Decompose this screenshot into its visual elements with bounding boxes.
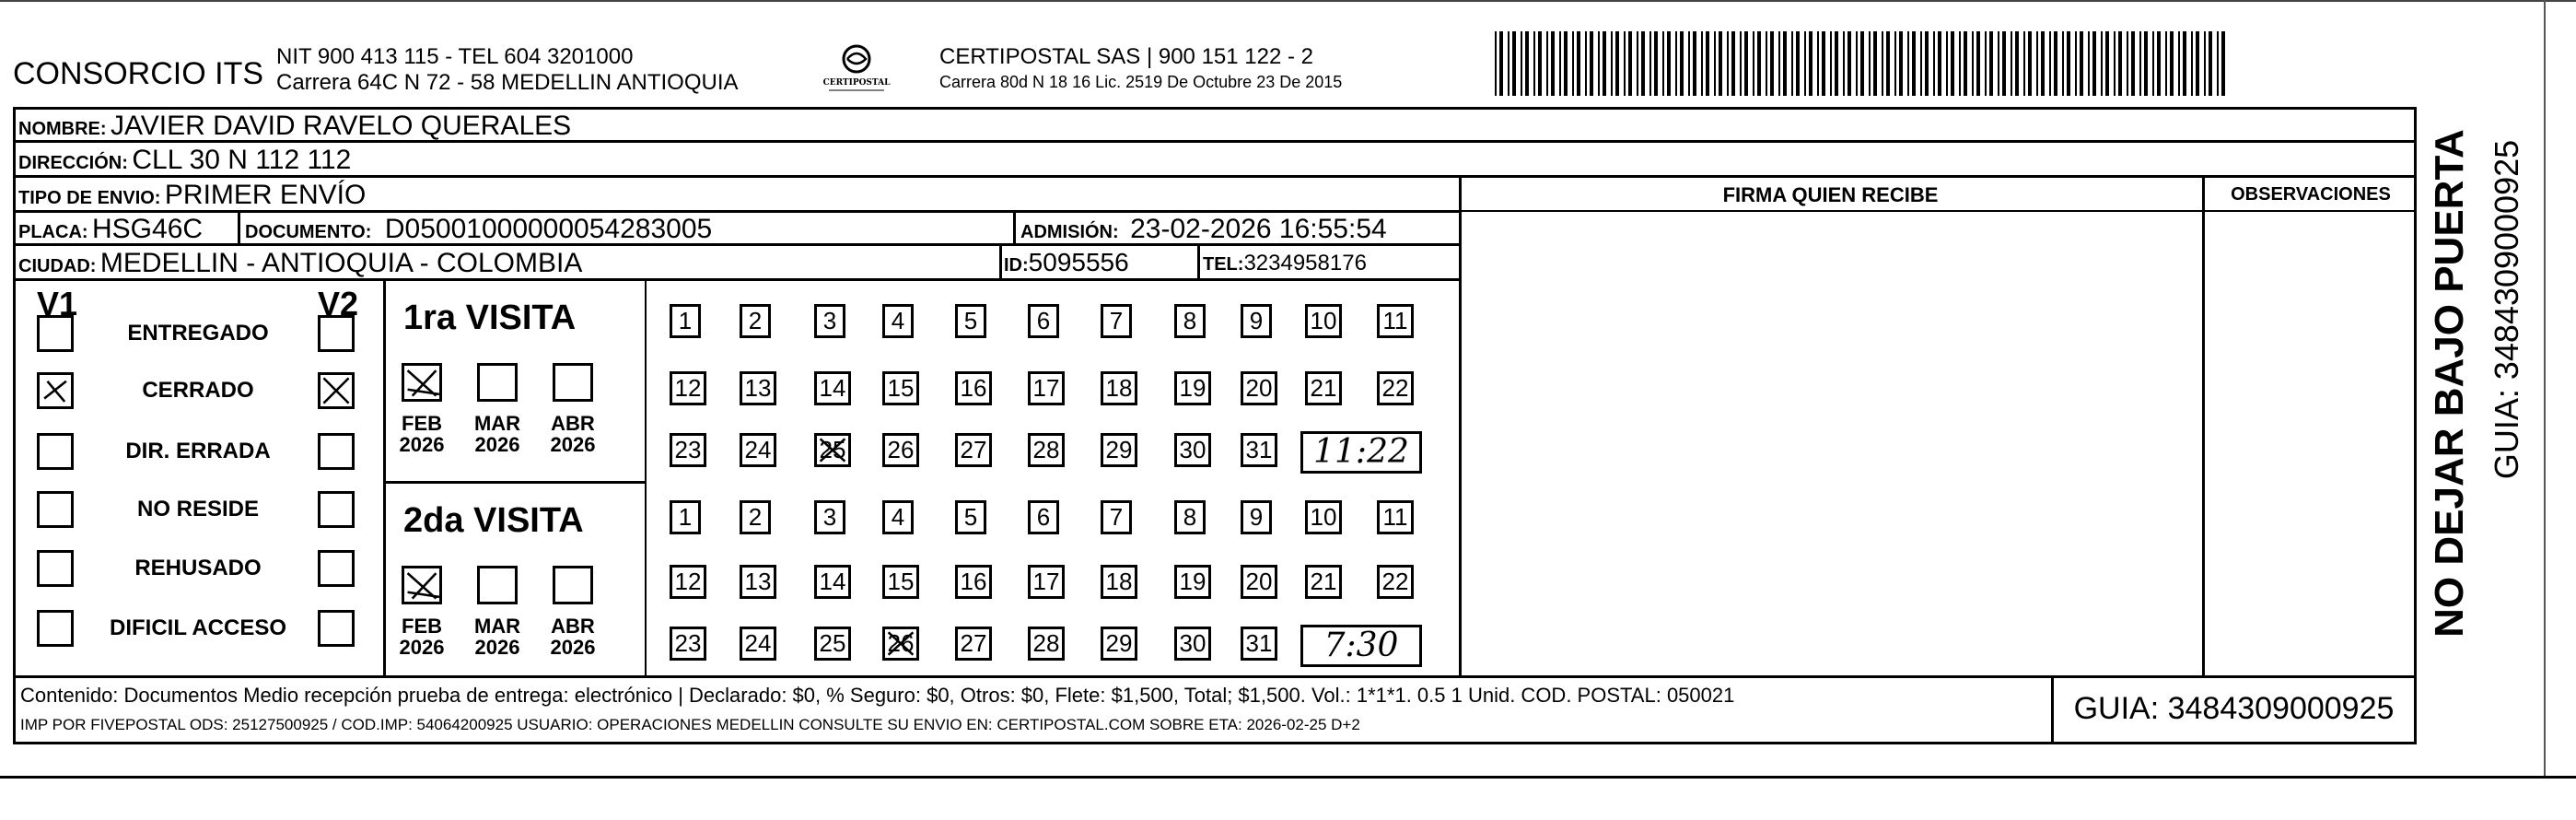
placa-sep xyxy=(238,210,240,243)
tel-sep xyxy=(1197,243,1200,278)
visit-title: 1ra VISITA xyxy=(403,299,577,337)
day-box[interactable]: 5 xyxy=(955,500,986,534)
day-box[interactable]: 13 xyxy=(740,565,776,599)
day-box[interactable]: 31 xyxy=(1241,433,1277,467)
handwritten-x-mark xyxy=(885,629,916,658)
month-checkbox[interactable] xyxy=(477,363,518,402)
day-box[interactable]: 26 xyxy=(882,433,919,467)
visit-split xyxy=(383,481,645,484)
day-box[interactable]: 18 xyxy=(1101,565,1137,599)
v1-checkbox[interactable] xyxy=(37,433,74,470)
day-box[interactable]: 3 xyxy=(814,500,845,534)
row-line-3 xyxy=(13,210,1459,213)
day-box[interactable]: 9 xyxy=(1241,304,1272,338)
day-box[interactable]: 30 xyxy=(1174,433,1211,467)
day-box[interactable]: 19 xyxy=(1174,371,1211,405)
day-box[interactable]: 27 xyxy=(955,627,992,661)
direccion-row xyxy=(18,146,351,174)
handwritten-x-mark xyxy=(404,366,439,399)
observaciones-header: OBSERVACIONES xyxy=(2231,184,2391,205)
tel-label: TEL: xyxy=(1203,254,1244,275)
firma-header: FIRMA QUIEN RECIBE xyxy=(1722,183,1939,206)
day-box[interactable]: 8 xyxy=(1174,500,1206,534)
day-box[interactable]: 3 xyxy=(814,304,845,338)
page-bottom-edge xyxy=(0,776,2576,779)
v2-checkbox[interactable] xyxy=(318,491,355,528)
day-box[interactable]: 11 xyxy=(1377,304,1414,338)
day-box[interactable]: 15 xyxy=(882,565,919,599)
company-nit: NIT 900 413 115 - TEL 604 3201000 xyxy=(276,44,634,69)
row-line-2 xyxy=(13,175,2417,178)
day-box[interactable]: 7 xyxy=(1101,500,1132,534)
documento-label: DOCUMENTO: xyxy=(245,222,372,242)
admision-sep xyxy=(1013,210,1016,243)
footer-line xyxy=(13,675,2417,678)
v2-checkbox[interactable] xyxy=(318,550,355,587)
admision-value: 23-02-2026 16:55:54 xyxy=(1130,214,1387,244)
day-box[interactable]: 25 xyxy=(814,627,851,661)
day-box[interactable]: 14 xyxy=(814,565,851,599)
month-year: 2026 xyxy=(550,636,596,660)
day-box[interactable]: 30 xyxy=(1174,627,1211,661)
day-box[interactable]: 1 xyxy=(670,304,701,338)
day-box[interactable]: 4 xyxy=(882,304,914,338)
day-box[interactable]: 6 xyxy=(1028,500,1059,534)
day-box[interactable]: 11 xyxy=(1377,500,1414,534)
v1-checkbox[interactable] xyxy=(37,372,74,409)
id-sep xyxy=(999,243,1002,278)
page-top-edge xyxy=(0,0,2576,2)
day-box[interactable]: 10 xyxy=(1305,500,1342,534)
month-label xyxy=(394,615,449,658)
month-name: ABR xyxy=(551,412,595,435)
footer-content: Contenido: Documentos Medio recepción prueba de entrega: electrónico | Declarado: $0, % Seguro: $0, Otros: $0, Flete: $1,500, Total; $1,500. Vol.: 1*1*1. 0.5 1 Unid. COD. POSTAL: 050021 xyxy=(20,684,1735,707)
placa-label: PLACA: xyxy=(18,222,88,242)
tipo-label: TIPO DE ENVIO: xyxy=(18,188,161,208)
sign-col-left xyxy=(1459,175,1462,675)
placa-cell xyxy=(18,216,203,243)
placa-value: HSG46C xyxy=(92,214,204,244)
day-box[interactable]: 20 xyxy=(1241,565,1277,599)
day-box[interactable]: 16 xyxy=(955,565,992,599)
month-year: 2026 xyxy=(399,433,445,457)
admision-cell xyxy=(1020,216,1387,243)
day-box[interactable]: 29 xyxy=(1101,433,1137,467)
row-line-5 xyxy=(13,278,1459,281)
footer-guia: GUIA: 3484309000925 xyxy=(2073,691,2395,726)
nombre-row xyxy=(18,112,571,140)
direccion-value: CLL 30 N 112 112 xyxy=(132,145,352,175)
day-box[interactable]: 9 xyxy=(1241,500,1272,534)
tel-cell xyxy=(1203,252,1367,275)
id-cell xyxy=(1004,250,1129,275)
day-box[interactable]: 23 xyxy=(670,433,706,467)
v1-header: V1 xyxy=(37,285,78,322)
day-box[interactable]: 14 xyxy=(814,371,851,405)
day-box[interactable]: 22 xyxy=(1377,565,1414,599)
tipo-row xyxy=(18,182,366,209)
months-sep xyxy=(645,278,647,675)
month-year: 2026 xyxy=(399,636,445,660)
status-label: CERRADO xyxy=(142,378,254,403)
day-box[interactable]: 10 xyxy=(1305,304,1342,338)
month-name: FEB xyxy=(402,412,442,435)
day-box[interactable]: 19 xyxy=(1174,565,1211,599)
ciudad-cell xyxy=(18,250,582,277)
admision-label: ADMISIÓN: xyxy=(1020,222,1119,242)
month-label xyxy=(394,413,449,455)
id-label: ID: xyxy=(1004,255,1029,275)
v1-checkbox[interactable] xyxy=(37,550,74,587)
handwritten-x-mark xyxy=(404,568,439,602)
day-box[interactable]: 8 xyxy=(1174,304,1206,338)
status-label: REHUSADO xyxy=(134,556,262,580)
svg-text:CERTIPOSTAL: CERTIPOSTAL xyxy=(822,78,891,88)
v1-checkbox[interactable] xyxy=(37,491,74,528)
visit-title: 2da VISITA xyxy=(403,501,584,540)
day-box[interactable]: 13 xyxy=(740,371,776,405)
side-warning: NO DEJAR BAJO PUERTA xyxy=(2427,129,2472,638)
day-box[interactable]: 22 xyxy=(1377,371,1414,405)
sign-header-line xyxy=(1459,210,2417,212)
day-box[interactable]: 17 xyxy=(1028,371,1065,405)
nombre-label: NOMBRE: xyxy=(18,119,107,139)
handwritten-time: 11:22 xyxy=(1300,431,1422,474)
v2-checkbox[interactable] xyxy=(318,315,355,352)
day-box[interactable]: 12 xyxy=(670,371,706,405)
day-box[interactable]: 21 xyxy=(1305,565,1342,599)
handwritten-x-mark xyxy=(817,436,848,464)
carrier-name: CERTIPOSTAL SAS | 900 151 122 - 2 xyxy=(939,44,1313,69)
v2-checkbox[interactable] xyxy=(318,433,355,470)
day-box[interactable]: 4 xyxy=(882,500,914,534)
month-label xyxy=(470,615,525,658)
day-box[interactable]: 27 xyxy=(955,433,992,467)
month-year: 2026 xyxy=(550,433,596,457)
day-box[interactable]: 28 xyxy=(1028,433,1065,467)
status-label: NO RESIDE xyxy=(136,497,260,521)
month-checkbox[interactable] xyxy=(553,566,593,604)
carrier-address: Carrera 80d N 18 16 Lic. 2519 De Octubre 23 De 2015 xyxy=(939,73,1343,91)
ciudad-label: CIUDAD: xyxy=(18,256,97,276)
day-box[interactable]: 2 xyxy=(740,304,771,338)
month-label xyxy=(545,413,600,455)
month-checkbox[interactable] xyxy=(402,566,442,604)
day-box[interactable]: 12 xyxy=(670,565,706,599)
day-box[interactable]: 21 xyxy=(1305,371,1342,405)
tel-value: 3234958176 xyxy=(1243,251,1367,275)
day-box[interactable]: 15 xyxy=(882,371,919,405)
v1-checkbox[interactable] xyxy=(37,315,74,352)
month-checkbox[interactable] xyxy=(402,363,442,402)
month-year: 2026 xyxy=(474,433,520,457)
day-box[interactable]: 29 xyxy=(1101,627,1137,661)
v2-checkbox[interactable] xyxy=(318,610,355,647)
footer-print-info: IMP POR FIVEPOSTAL ODS: 25127500925 / COD.IMP: 54064200925 USUARIO: OPERACIONES MEDELLIN CONSULTE SU ENVIO EN: CERTIPOSTAL.COM SOBRE ETA: 2026-02-25 D+2 xyxy=(20,716,1360,733)
month-year: 2026 xyxy=(474,636,520,660)
handwritten-time: 7:30 xyxy=(1300,625,1422,667)
tipo-value: PRIMER ENVÍO xyxy=(164,180,367,210)
day-box[interactable]: 1 xyxy=(670,500,701,534)
handwritten-x-mark xyxy=(321,375,352,406)
day-box[interactable]: 5 xyxy=(955,304,986,338)
day-box[interactable]: 31 xyxy=(1241,627,1277,661)
side-guia: GUIA: 3484309000925 xyxy=(2488,139,2525,480)
month-checkbox[interactable] xyxy=(477,566,518,604)
day-box[interactable]: 23 xyxy=(670,627,706,661)
obs-col-left xyxy=(2202,175,2205,675)
month-label xyxy=(545,615,600,658)
day-box[interactable]: 20 xyxy=(1241,371,1277,405)
day-box[interactable]: 26 xyxy=(882,627,919,661)
day-box[interactable]: 16 xyxy=(955,371,992,405)
id-value: 5095556 xyxy=(1028,248,1129,276)
day-box[interactable]: 17 xyxy=(1028,565,1065,599)
day-box[interactable]: 2 xyxy=(740,500,771,534)
month-name: MAR xyxy=(473,412,521,435)
documento-value: D05001000000054283005 xyxy=(384,214,713,244)
month-checkbox[interactable] xyxy=(553,363,593,402)
day-box[interactable]: 28 xyxy=(1028,627,1065,661)
v1-checkbox[interactable] xyxy=(37,610,74,647)
v2-checkbox[interactable] xyxy=(318,372,355,409)
month-name: FEB xyxy=(402,615,442,638)
month-name: MAR xyxy=(473,615,521,638)
month-name: ABR xyxy=(551,615,595,638)
day-box[interactable]: 7 xyxy=(1101,304,1132,338)
day-box[interactable]: 18 xyxy=(1101,371,1137,405)
page-right-edge xyxy=(2544,0,2546,776)
direccion-label: DIRECCIÓN: xyxy=(18,153,128,173)
barcode xyxy=(1495,31,2228,96)
certipostal-logo xyxy=(820,41,893,98)
nombre-value: JAVIER DAVID RAVELO QUERALES xyxy=(111,111,572,141)
company-address: Carrera 64C N 72 - 58 MEDELLIN ANTIOQUIA xyxy=(276,70,739,95)
documento-cell xyxy=(245,216,712,243)
ciudad-value: MEDELLIN - ANTIOQUIA - COLOMBIA xyxy=(99,248,583,278)
month-label xyxy=(470,413,525,455)
handwritten-x-mark xyxy=(40,375,71,406)
status-label: ENTREGADO xyxy=(127,321,269,346)
company-name: CONSORCIO ITS xyxy=(13,56,264,91)
status-sep xyxy=(383,278,386,675)
status-label: DIR. ERRADA xyxy=(125,439,271,463)
day-box[interactable]: 6 xyxy=(1028,304,1059,338)
v2-header: V2 xyxy=(318,285,359,322)
status-label: DIFICIL ACCESO xyxy=(109,615,286,640)
day-box[interactable]: 24 xyxy=(740,627,776,661)
day-box[interactable]: 24 xyxy=(740,433,776,467)
day-box[interactable]: 25 xyxy=(814,433,851,467)
